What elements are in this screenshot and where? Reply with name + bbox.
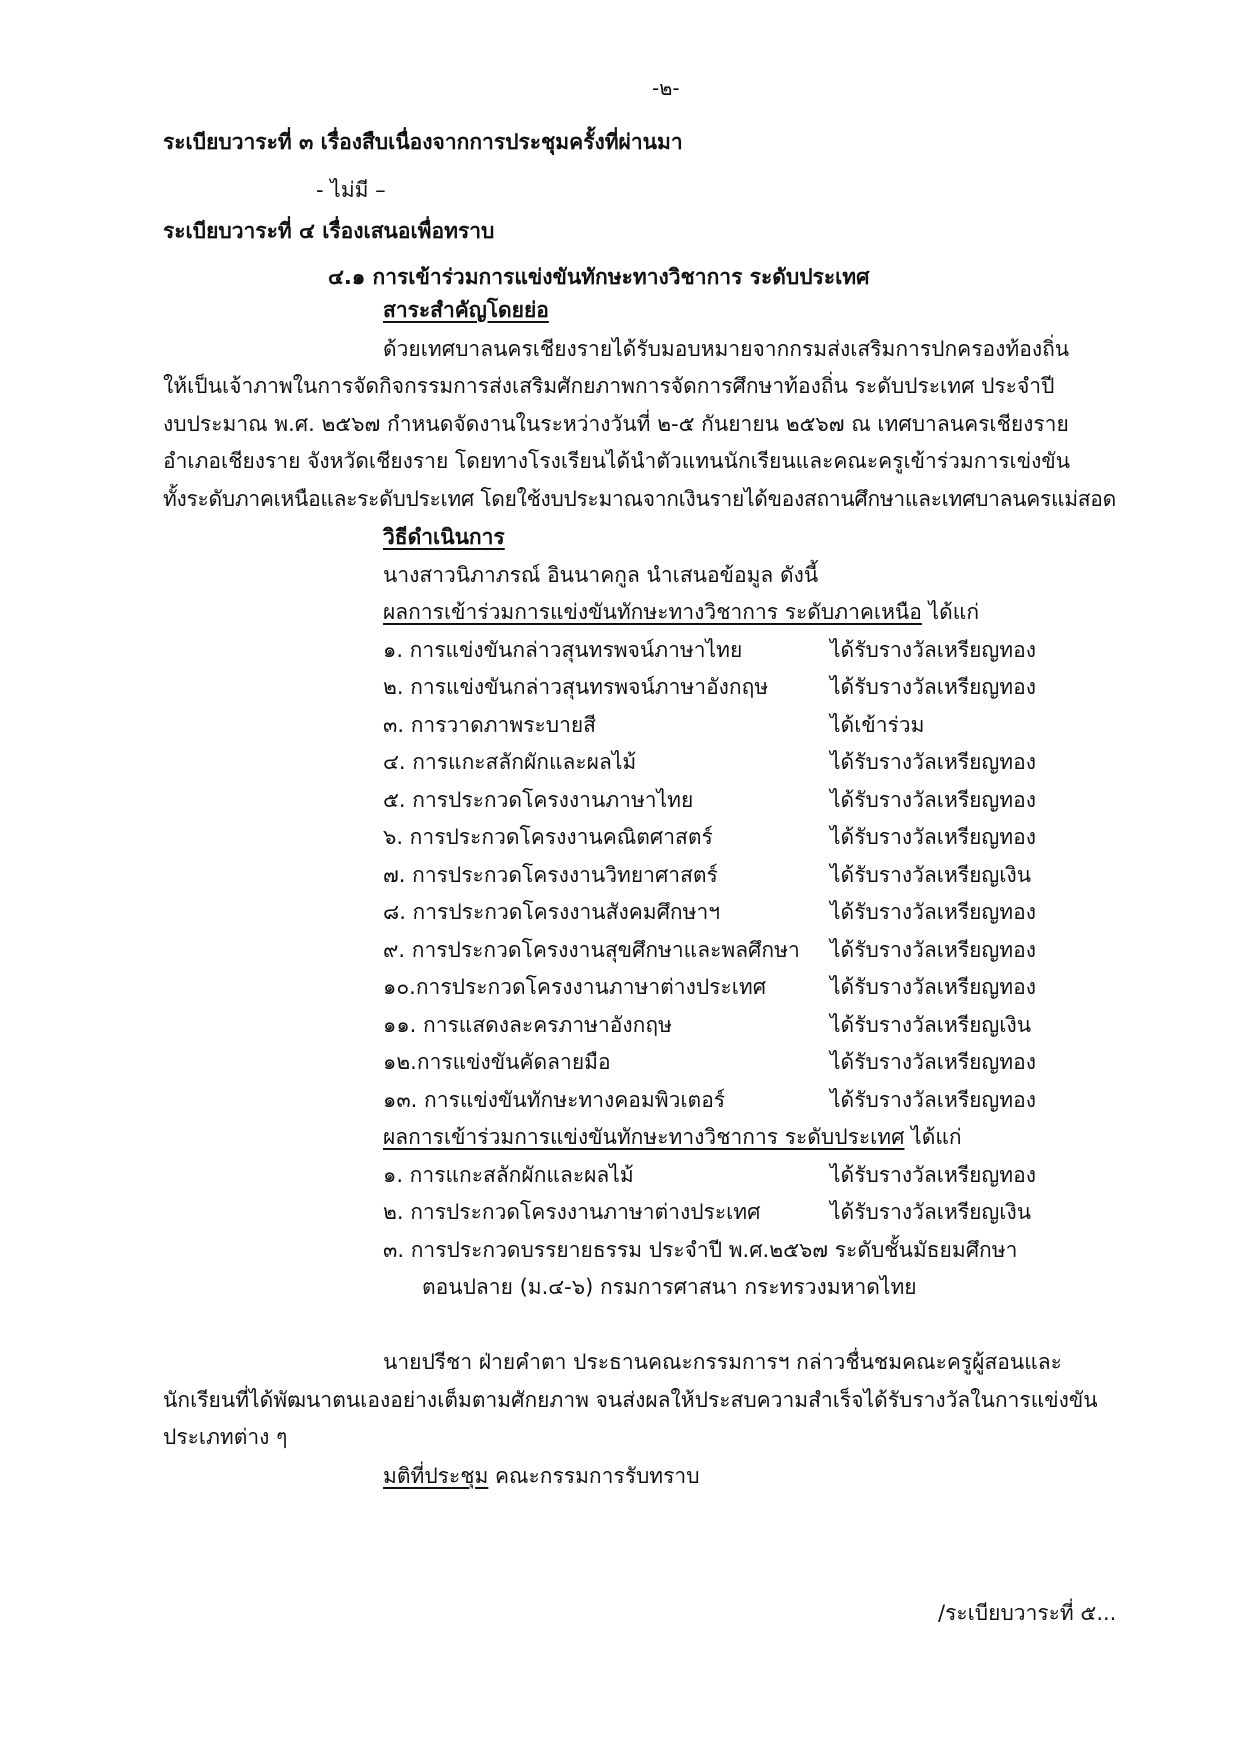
continuation-note: /ระเบียบวาระที่ ๕... xyxy=(938,1601,1117,1625)
chairman-remark-line: นักเรียนที่ได้พัฒนาตนเองอย่างเต็มตามศักยภาพ จนส่งผลให้ประสบความสำเร็จได้รับรางวัลในการแข่งขัน xyxy=(163,1388,1098,1412)
national-result-item: ๓. การประกวดบรรยายธรรม ประจำปี พ.ศ.๒๕๖๗ ระดับชั้นมัธยมศึกษา xyxy=(383,1238,1018,1262)
national-results-heading-suffix: ได้แก่ xyxy=(904,1125,962,1149)
regional-result-award: ได้รับรางวัลเหรียญทอง xyxy=(830,975,1037,999)
regional-result-award: ได้รับรางวัลเหรียญทอง xyxy=(830,675,1037,699)
regional-result-item: ๙. การประกวดโครงงานสุขศึกษาและพลศึกษา xyxy=(383,938,800,962)
agenda-4-1-heading: ๔.๑ การเข้าร่วมการแข่งขันทักษะทางวิชาการ ระดับประเทศ xyxy=(328,265,870,289)
summary-line: ด้วยเทศบาลนครเชียงรายได้รับมอบหมายจากกรมส่งเสริมการปกครองท้องถิ่น xyxy=(383,337,1070,361)
regional-result-item: ๗. การประกวดโครงงานวิทยาศาสตร์ xyxy=(383,863,718,887)
national-result-award: ได้รับรางวัลเหรียญทอง xyxy=(830,1163,1037,1187)
summary-line: ทั้งระดับภาคเหนือและระดับประเทศ โดยใช้งบประมาณจากเงินรายได้ของสถานศึกษาและเทศบาลนครแม่สอด xyxy=(163,487,1116,511)
page-number: -๒- xyxy=(652,76,680,100)
national-results-heading-text: ผลการเข้าร่วมการแข่งขันทักษะทางวิชาการ ระดับประเทศ xyxy=(383,1125,905,1149)
national-results-heading xyxy=(383,1122,962,1152)
regional-results-heading-suffix: ได้แก่ xyxy=(921,600,980,624)
national-result-item: ๑. การแกะสลักผักและผลไม้ xyxy=(383,1163,634,1187)
national-result-item: ๒. การประกวดโครงงานภาษาต่างประเทศ xyxy=(383,1200,761,1224)
regional-result-item: ๑๒.การแข่งขันคัดลายมือ xyxy=(383,1050,611,1074)
regional-result-item: ๖. การประกวดโครงงานคณิตศาสตร์ xyxy=(383,825,713,849)
regional-result-award: ได้รับรางวัลเหรียญทอง xyxy=(830,825,1037,849)
regional-results-heading-text: ผลการเข้าร่วมการแข่งขันทักษะทางวิชาการ ระดับภาคเหนือ xyxy=(383,600,922,624)
summary-title: สาระสำคัญโดยย่อ xyxy=(383,298,549,322)
summary-line: ให้เป็นเจ้าภาพในการจัดกิจกรรมการส่งเสริมศักยภาพการจัดการศึกษาท้องถิ่น ระดับประเทศ ประจำปี xyxy=(163,374,1055,398)
agenda-4-heading: ระเบียบวาระที่ ๔ เรื่องเสนอเพื่อทราบ xyxy=(163,219,495,243)
regional-result-item: ๕. การประกวดโครงงานภาษาไทย xyxy=(383,788,694,812)
agenda-3-heading: ระเบียบวาระที่ ๓ เรื่องสืบเนื่องจากการประชุมครั้งที่ผ่านมา xyxy=(163,130,683,154)
presenter-line: นางสาวนิภาภรณ์ อินนาคกูล นำเสนอข้อมูล ดังนี้ xyxy=(383,563,819,587)
summary-line: งบประมาณ พ.ศ. ๒๕๖๗ กำหนดจัดงานในระหว่างวันที่ ๒-๕ กันยายน ๒๕๖๗ ณ เทศบาลนครเชียงราย xyxy=(163,412,1069,436)
chairman-remark-line: นายปรีชา ฝ่ายคำตา ประธานคณะกรรมการฯ กล่าวชื่นชมคณะครูผู้สอนและ xyxy=(383,1350,1062,1374)
regional-result-award: ได้รับรางวัลเหรียญทอง xyxy=(830,1088,1037,1112)
regional-results-heading xyxy=(383,597,979,627)
regional-result-award: ได้รับรางวัลเหรียญทอง xyxy=(830,938,1037,962)
summary-line: อำเภอเชียงราย จังหวัดเชียงราย โดยทางโรงเรียนได้นำตัวแทนนักเรียนและคณะครูเข้าร่วมการเข่งขัน xyxy=(163,449,1071,473)
regional-result-award: ได้รับรางวัลเหรียญเงิน xyxy=(830,1013,1032,1037)
regional-result-award: ได้รับรางวัลเหรียญทอง xyxy=(830,750,1037,774)
agenda-3-none: - ไม่มี – xyxy=(316,178,386,202)
resolution-text: คณะกรรมการรับทราบ xyxy=(488,1464,700,1488)
regional-result-item: ๑๐.การประกวดโครงงานภาษาต่างประเทศ xyxy=(383,975,767,999)
regional-result-award: ได้รับรางวัลเหรียญทอง xyxy=(830,788,1037,812)
resolution-label: มติที่ประชุม xyxy=(383,1464,489,1488)
regional-result-item: ๓. การวาดภาพระบายสี xyxy=(383,713,596,737)
national-result-award: ได้รับรางวัลเหรียญเงิน xyxy=(830,1200,1032,1224)
regional-result-item: ๑. การแข่งขันกล่าวสุนทรพจน์ภาษาไทย xyxy=(383,638,743,662)
regional-result-award: ได้รับรางวัลเหรียญทอง xyxy=(830,1050,1037,1074)
regional-result-award: ได้รับรางวัลเหรียญทอง xyxy=(830,638,1037,662)
regional-result-item: ๑๑. การแสดงละครภาษาอังกฤษ xyxy=(383,1013,672,1037)
regional-result-item: ๑๓. การแข่งขันทักษะทางคอมพิวเตอร์ xyxy=(383,1088,726,1112)
regional-result-item: ๔. การแกะสลักผักและผลไม้ xyxy=(383,750,637,774)
chairman-remark-line: ประเภทต่าง ๆ xyxy=(163,1425,288,1449)
regional-result-item: ๘. การประกวดโครงงานสังคมศึกษาฯ xyxy=(383,900,721,924)
regional-result-award: ได้รับรางวัลเหรียญเงิน xyxy=(830,863,1032,887)
regional-result-award: ได้รับรางวัลเหรียญทอง xyxy=(830,900,1037,924)
regional-result-award: ได้เข้าร่วม xyxy=(830,713,925,737)
regional-result-item: ๒. การแข่งขันกล่าวสุนทรพจน์ภาษาอังกฤษ xyxy=(383,675,769,699)
procedure-title: วิธีดำเนินการ xyxy=(383,525,505,549)
resolution xyxy=(383,1461,700,1491)
national-result-item-continuation: ตอนปลาย (ม.๔-๖) กรมการศาสนา กระทรวงมหาดไทย xyxy=(422,1275,917,1299)
